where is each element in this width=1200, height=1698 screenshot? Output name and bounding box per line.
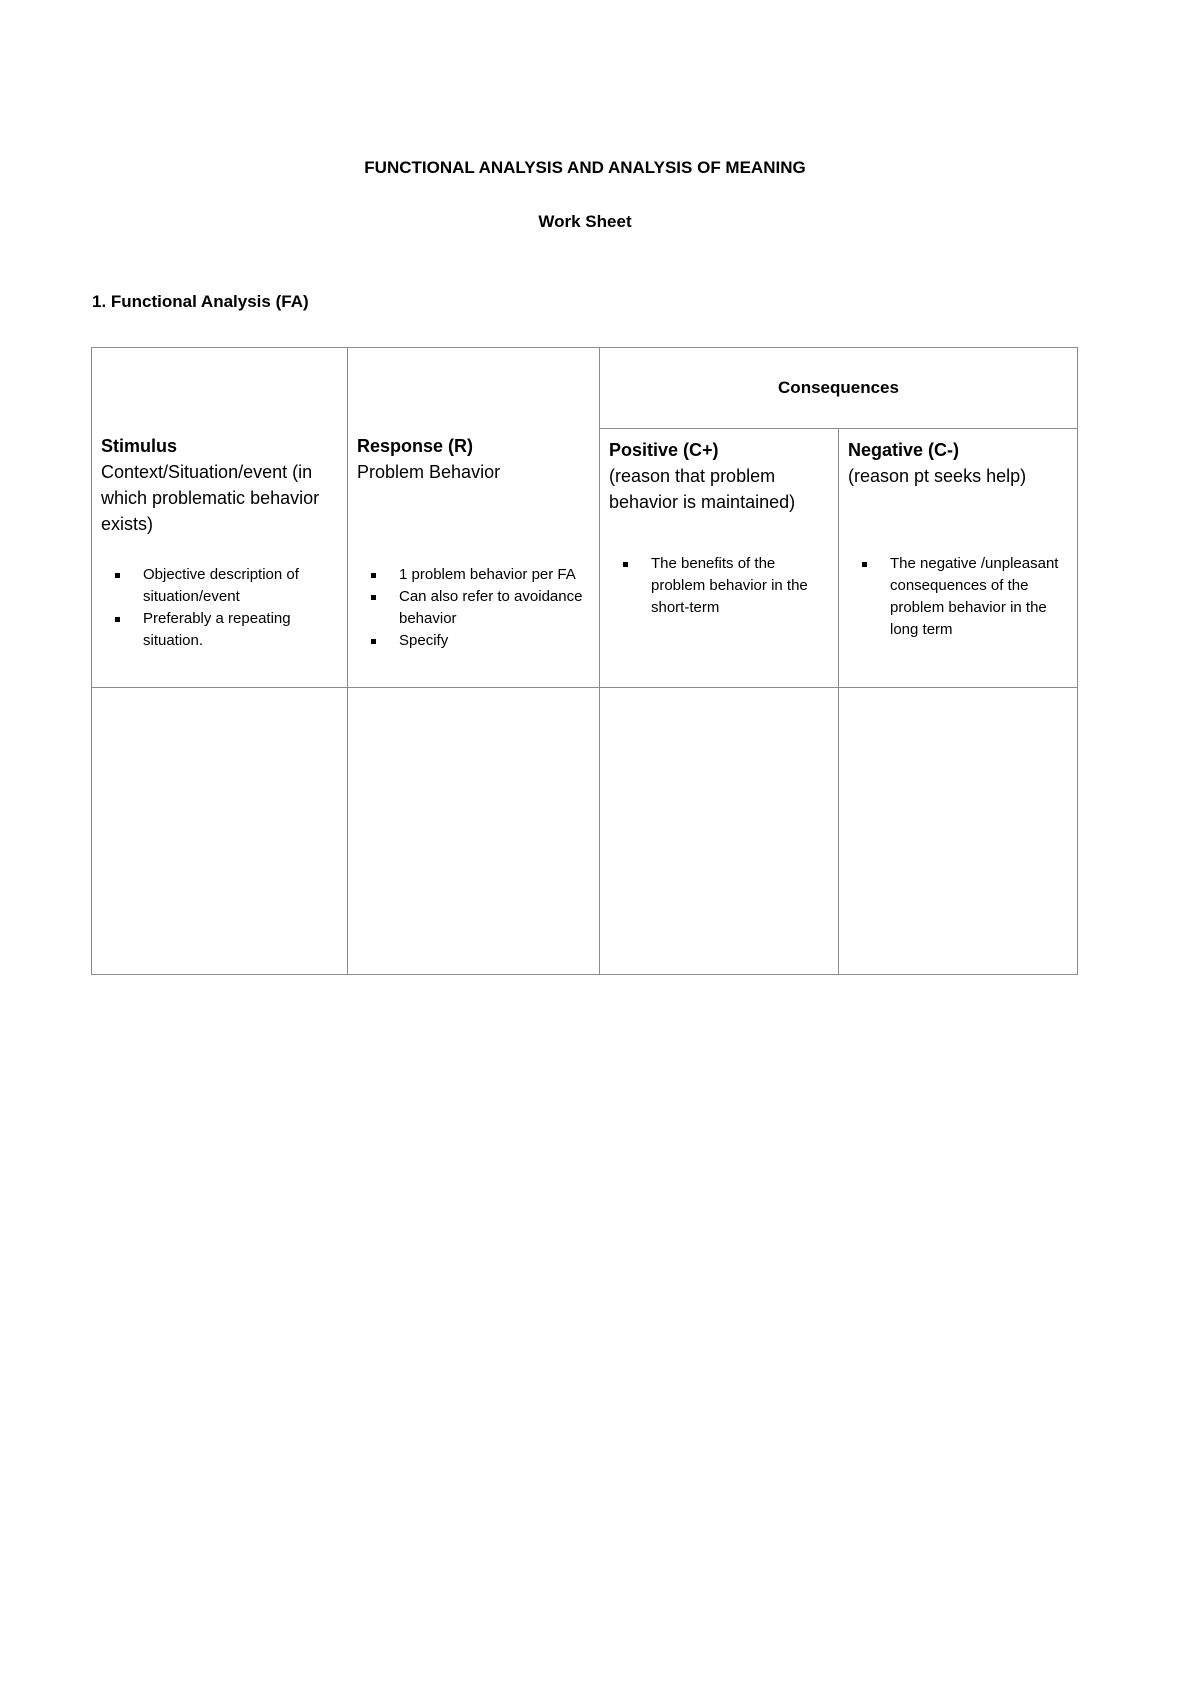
table-header-row-1 [92, 348, 1078, 429]
list-item: Specify [357, 630, 591, 652]
list-item: The benefits of the problem behavior in the short-term [609, 553, 830, 619]
list-item: The negative /unpleasant consequences of the problem behavior in the long term [848, 553, 1069, 641]
positive-bullet-list [609, 553, 830, 619]
negative-bullet-list [848, 553, 1069, 641]
negative-header-cell [839, 429, 1078, 688]
response-header-cell [348, 348, 600, 688]
response-subheading: Problem Behavior [357, 462, 501, 482]
negative-heading: Negative (C-) [848, 440, 960, 460]
list-item: Objective description of situation/event [101, 564, 339, 608]
table-row [92, 688, 1078, 975]
positive-heading: Positive (C+) [609, 440, 719, 460]
stimulus-entry-cell[interactable] [92, 688, 348, 975]
list-item: 1 problem behavior per FA [357, 564, 591, 586]
document-title: FUNCTIONAL ANALYSIS AND ANALYSIS OF MEANING [364, 158, 806, 177]
stimulus-header-cell [92, 348, 348, 688]
consequences-heading: Consequences [778, 378, 899, 397]
functional-analysis-table [91, 347, 1078, 975]
list-item: Preferably a repeating situation. [101, 608, 339, 652]
section-heading: 1. Functional Analysis (FA) [92, 292, 309, 311]
negative-entry-cell[interactable] [839, 688, 1078, 975]
response-heading: Response (R) [357, 436, 474, 456]
document-subtitle: Work Sheet [538, 212, 632, 231]
list-item: Can also refer to avoidance behavior [357, 586, 591, 630]
positive-entry-cell[interactable] [600, 688, 839, 975]
consequences-header-cell [600, 348, 1078, 429]
negative-subheading: (reason pt seeks help) [848, 466, 1027, 486]
response-entry-cell[interactable] [348, 688, 600, 975]
stimulus-heading: Stimulus [101, 436, 178, 456]
positive-subheading: (reason that problem behavior is maintained) [609, 466, 796, 512]
positive-header-cell [600, 429, 839, 688]
stimulus-subheading: Context/Situation/event (in which problematic behavior exists) [101, 462, 320, 534]
stimulus-bullet-list [101, 564, 339, 652]
response-bullet-list [357, 564, 591, 652]
